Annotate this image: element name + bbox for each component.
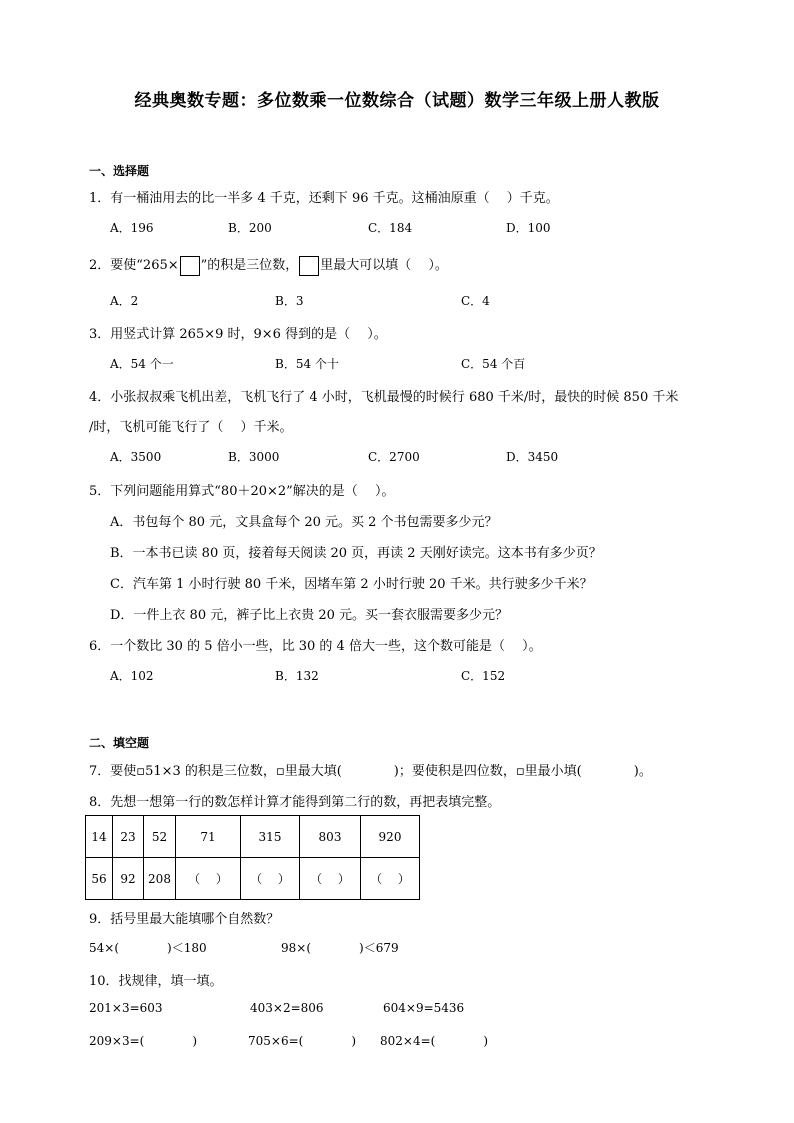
q9-expression-1: 54×( )＜180 xyxy=(89,941,207,955)
q4-option-a: A．3500 xyxy=(110,450,162,464)
q6-option-c: C．152 xyxy=(461,669,506,683)
q2-option-a: A．2 xyxy=(110,294,139,308)
table-cell: 52 xyxy=(144,816,176,858)
section-heading-choice: 一、选择题 xyxy=(89,164,150,178)
question-9: 9．括号里最大能填哪个自然数？ xyxy=(89,912,280,927)
question-3: 3．用竖式计算 265×9 时，9×6 得到的是（ ）。 xyxy=(89,327,387,342)
q10-blank-2: 705×6=( ) xyxy=(248,1034,357,1048)
table-row xyxy=(86,816,420,858)
table-cell: 803 xyxy=(300,816,361,858)
q10-example-3: 604×9=5436 xyxy=(383,1001,465,1015)
q6-option-b: B．132 xyxy=(275,669,319,683)
q10-blank-1: 209×3=( ) xyxy=(89,1034,198,1048)
q3-option-a: A．54 个一 xyxy=(110,357,174,371)
question-10: 10．找规律，填一填。 xyxy=(89,974,223,989)
table-cell: 14 xyxy=(86,816,113,858)
q10-example-1: 201×3=603 xyxy=(89,1001,163,1015)
q6-option-a: A．102 xyxy=(110,669,154,683)
table-cell-blank: （ ） xyxy=(176,858,241,900)
table-cell: 208 xyxy=(144,858,176,900)
table-cell-blank: （ ） xyxy=(241,858,300,900)
q3-option-b: B．54 个十 xyxy=(275,357,339,371)
q10-example-2: 403×2=806 xyxy=(250,1001,324,1015)
table-cell: 23 xyxy=(113,816,144,858)
table-cell-blank: （ ） xyxy=(361,858,420,900)
question-4-line-2: /时，飞机可能飞行了（ ）千米。 xyxy=(89,420,293,435)
q4-option-b: B．3000 xyxy=(228,450,280,464)
q5-option-a: A．书包每个 80 元，文具盒每个 20 元。买 2 个书包需要多少元？ xyxy=(110,515,498,530)
q5-option-c: C．汽车第 1 小时行驶 80 千米，因堵车第 2 小时行驶 20 千米。共行驶多少千米？ xyxy=(110,577,593,592)
q1-option-b: B．200 xyxy=(228,221,272,235)
table-cell-blank: （ ） xyxy=(300,858,361,900)
table-cell: 315 xyxy=(241,816,300,858)
question-2-part-c: 里最大可以填（ ）。 xyxy=(320,258,448,273)
q5-option-d: D．一件上衣 80 元，裤子比上衣贵 20 元。买一套衣服需要多少元？ xyxy=(110,608,509,623)
q5-option-b: B．一本书已读 80 页，接着每天阅读 20 页，再读 2 天刚好读完。这本书有多少页？ xyxy=(110,546,602,561)
q4-option-d: D．3450 xyxy=(506,450,559,464)
table-cell: 71 xyxy=(176,816,241,858)
q10-blank-3: 802×4=( ) xyxy=(380,1034,489,1048)
answer-box xyxy=(180,256,200,276)
question-2 xyxy=(89,254,448,276)
q1-option-c: C．184 xyxy=(368,221,413,235)
question-4-line-1: 4．小张叔叔乘飞机出差，飞机飞行了 4 小时，飞机最慢的时候行 680 千米/时，最快的时候 850 千米 xyxy=(89,390,679,405)
q4-option-c: C．2700 xyxy=(368,450,420,464)
page-title: 经典奥数专题：多位数乘一位数综合（试题）数学三年级上册人教版 xyxy=(134,91,660,111)
number-table xyxy=(85,815,420,900)
table-cell: 920 xyxy=(361,816,420,858)
table-row xyxy=(86,858,420,900)
section-heading-fill-in: 二、填空题 xyxy=(89,736,150,750)
q2-option-c: C．4 xyxy=(461,294,490,308)
question-2-part-b: ”的积是三位数， xyxy=(200,258,299,273)
q1-option-d: D．100 xyxy=(506,221,551,235)
question-6: 6．一个数比 30 的 5 倍小一些，比 30 的 4 倍大一些，这个数可能是（ ）。 xyxy=(89,639,542,654)
q2-option-b: B．3 xyxy=(275,294,304,308)
q3-option-c: C．54 个百 xyxy=(461,357,526,371)
q9-expression-2: 98×( )＜679 xyxy=(281,941,399,955)
answer-box xyxy=(299,256,319,276)
question-1: 1．有一桶油用去的比一半多 4 千克，还剩下 96 千克。这桶油原重（ ）千克。 xyxy=(89,191,559,206)
q1-option-a: A．196 xyxy=(110,221,154,235)
table-cell: 56 xyxy=(86,858,113,900)
table-cell: 92 xyxy=(113,858,144,900)
question-2-part-a: 2．要使“265× xyxy=(89,258,179,273)
question-8: 8．先想一想第一行的数怎样计算才能得到第二行的数，再把表填完整。 xyxy=(89,795,501,810)
question-5: 5．下列问题能用算式“80＋20×2”解决的是（ ）。 xyxy=(89,484,395,499)
question-7: 7．要使▫51×3 的积是三位数，▫里最大填( )；要使积是四位数，▫里最小填( )。 xyxy=(89,764,652,779)
